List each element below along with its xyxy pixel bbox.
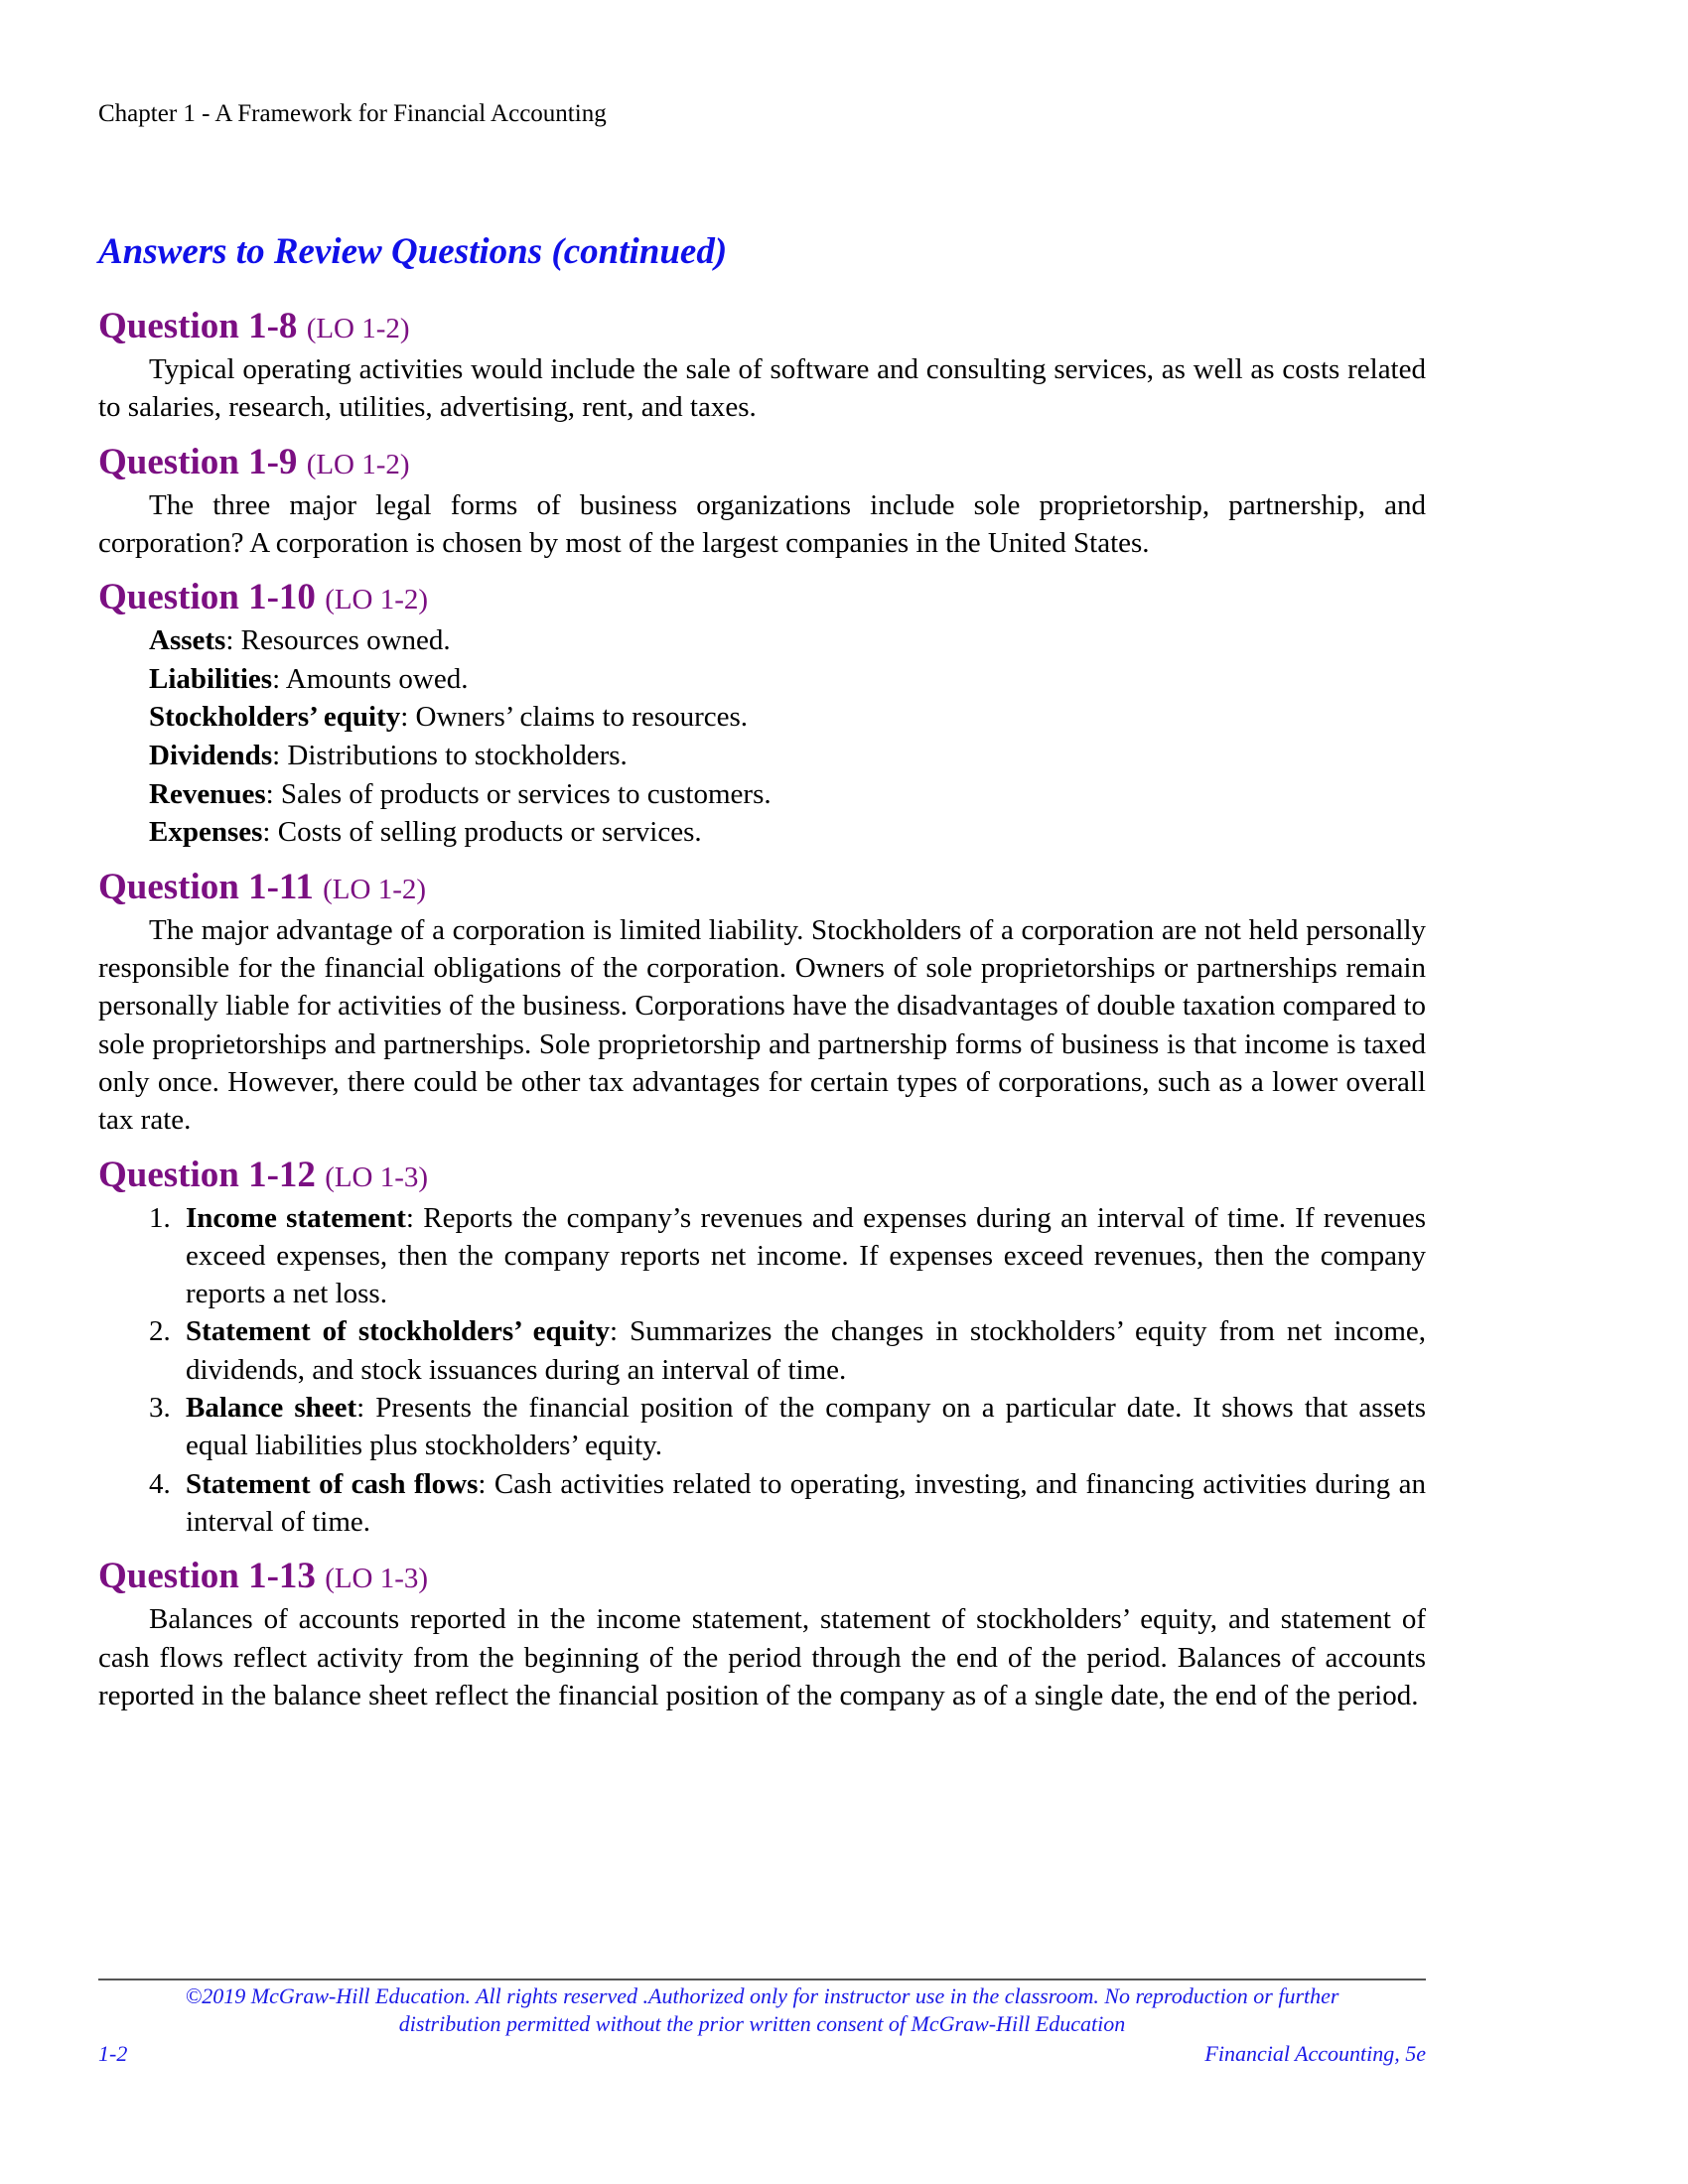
question-1-10 bbox=[98, 576, 1426, 852]
question-heading bbox=[98, 576, 1426, 621]
learning-objective: (LO 1-2) bbox=[323, 873, 427, 905]
definition-text: : Resources owned. bbox=[225, 624, 451, 657]
definition-text: : Amounts owed. bbox=[272, 662, 469, 695]
question-heading bbox=[98, 866, 1426, 911]
statement-text: : Summarizes the changes in stockholders’ equity from net income, dividends, and stock issuances during an interval of time. bbox=[186, 1315, 1426, 1386]
definition-text: : Sales of products or services to customers. bbox=[265, 777, 772, 810]
answer-text: Balances of accounts reported in the income statement, statement of stockholders’ equity, and statement of cash flows reflect activity from the beginning of the period through the end of the period. Balances of accounts reported in the balance sheet reflect the financial position of the company as of a single date, the end of the period. bbox=[98, 1603, 1426, 1711]
item-number: 3. bbox=[149, 1392, 171, 1425]
section-title: Answers to Review Questions (continued) bbox=[98, 231, 728, 272]
question-heading bbox=[98, 441, 1426, 486]
page-number: 1-2 bbox=[98, 2041, 128, 2066]
statement-item bbox=[98, 1312, 1426, 1389]
question-heading bbox=[98, 1154, 1426, 1199]
question-1-12 bbox=[98, 1154, 1426, 1542]
statement-text: : Presents the financial position of the company on a particular date. It shows that assets equal liabilities plus stockholders’ equity. bbox=[186, 1392, 1426, 1462]
question-1-13 bbox=[98, 1555, 1426, 1714]
definition-item bbox=[149, 698, 1426, 737]
statement-term: Income statement bbox=[186, 1201, 406, 1234]
learning-objective: (LO 1-2) bbox=[306, 313, 410, 344]
statement-term: Statement of stockholders’ equity bbox=[186, 1315, 610, 1348]
question-heading bbox=[98, 1555, 1426, 1600]
running-header: Chapter 1 - A Framework for Financial Accounting bbox=[98, 100, 607, 127]
copyright-line-2: distribution permitted without the prior written consent of McGraw-Hill Education bbox=[398, 2011, 1126, 2036]
statement-term: Balance sheet bbox=[186, 1392, 357, 1425]
footer-row bbox=[98, 2040, 1426, 2068]
definition-term: Dividends bbox=[149, 739, 273, 771]
definitions-list bbox=[98, 621, 1426, 852]
item-number: 4. bbox=[149, 1467, 171, 1500]
definition-term: Liabilities bbox=[149, 662, 273, 695]
questions-list bbox=[98, 305, 1426, 1728]
question-label: Question 1-9 bbox=[98, 441, 298, 482]
answer-text: The major advantage of a corporation is limited liability. Stockholders of a corporation are not held personally responsible for the financial obligations of the corporation. Owners of sole proprietorships or partnerships remain personally liable for activities of the business. Corporations have the disadvantages of double taxation compared to sole proprietorships and partnerships. Sole proprietorship and partnership forms of business is that income is taxed only once. However, there could be other tax advantages for certain types of corporations, such as a lower overall tax rate. bbox=[98, 913, 1426, 1137]
definition-text: : Costs of selling products or services. bbox=[262, 816, 702, 849]
definition-term: Revenues bbox=[149, 777, 266, 810]
statement-term: Statement of cash flows bbox=[186, 1467, 479, 1500]
definition-item bbox=[149, 621, 1426, 660]
question-label: Question 1-11 bbox=[98, 866, 314, 907]
book-title: Financial Accounting, 5e bbox=[1204, 2041, 1426, 2066]
question-1-9 bbox=[98, 441, 1426, 563]
question-label: Question 1-13 bbox=[98, 1556, 316, 1597]
answer-text: The three major legal forms of business organizations include sole proprietorship, partnership, and corporation? A corporation is chosen by most of the largest companies in the United States. bbox=[98, 488, 1426, 559]
answer-text: Typical operating activities would include the sale of software and consulting services, as well as costs related to salaries, research, utilities, advertising, rent, and taxes. bbox=[98, 353, 1426, 424]
definition-item bbox=[149, 775, 1426, 814]
statement-item bbox=[98, 1389, 1426, 1465]
copyright-notice bbox=[98, 1982, 1426, 2038]
item-number: 2. bbox=[149, 1315, 171, 1348]
definition-text: : Owners’ claims to resources. bbox=[400, 701, 749, 734]
question-heading bbox=[98, 305, 1426, 350]
statement-text: : Cash activities related to operating, investing, and financing activities during an interval of time. bbox=[186, 1467, 1426, 1538]
question-label: Question 1-8 bbox=[98, 306, 298, 346]
learning-objective: (LO 1-3) bbox=[325, 1563, 429, 1595]
copyright-line-1: ©2019 McGraw-Hill Education. All rights reserved .Authorized only for instructor use in the classroom. No reproduction or further bbox=[185, 1983, 1339, 2008]
learning-objective: (LO 1-3) bbox=[325, 1160, 429, 1193]
financial-statements-list bbox=[98, 1199, 1426, 1542]
question-1-11 bbox=[98, 866, 1426, 1140]
definition-text: : Distributions to stockholders. bbox=[272, 739, 628, 771]
page-footer bbox=[98, 1979, 1426, 2068]
question-1-8 bbox=[98, 305, 1426, 427]
item-number: 1. bbox=[149, 1201, 171, 1234]
statement-item bbox=[98, 1199, 1426, 1313]
definition-item bbox=[149, 660, 1426, 699]
statement-text: : Reports the company’s revenues and expenses during an interval of time. If revenues exceed expenses, then the company reports net income. If expenses exceed revenues, then the company reports a net loss. bbox=[186, 1201, 1426, 1310]
question-label: Question 1-10 bbox=[98, 577, 316, 618]
learning-objective: (LO 1-2) bbox=[325, 584, 429, 616]
definition-term: Expenses bbox=[149, 816, 263, 849]
definition-term: Assets bbox=[149, 624, 226, 657]
footer-divider bbox=[98, 1979, 1426, 1980]
definition-term: Stockholders’ equity bbox=[149, 701, 401, 734]
statement-item bbox=[98, 1465, 1426, 1542]
question-label: Question 1-12 bbox=[98, 1154, 316, 1195]
definition-item bbox=[149, 813, 1426, 852]
definition-item bbox=[149, 737, 1426, 775]
learning-objective: (LO 1-2) bbox=[306, 448, 410, 480]
